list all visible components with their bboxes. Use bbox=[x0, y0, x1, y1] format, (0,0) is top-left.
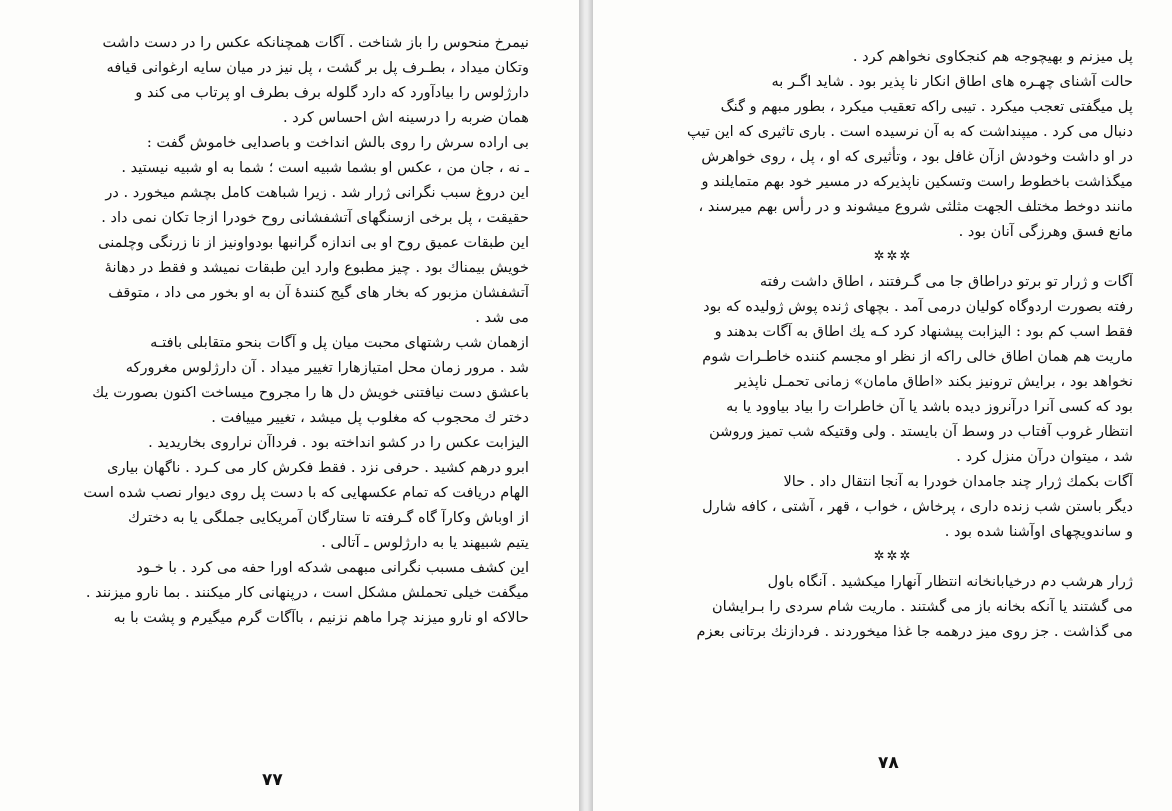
text-line: می شد . bbox=[475, 309, 529, 326]
page-number-right: ۷۸ bbox=[878, 753, 899, 773]
text-line: باعشق دست نیافتنی خویش دل ها را مجروح میساخت اکنون بصورت یك bbox=[92, 384, 529, 401]
text-line: ماریت هم همان اطاق خالی راکه از نظر او مجسم کننده خاطـرات شوم bbox=[702, 348, 1133, 365]
text-line: الهام دریافت که تمام عکسهایی که با دست پل روی دیوار نصب شده است bbox=[83, 484, 529, 501]
text-line: نخواهد بود ، برایش ترونیز بکند «اطاق مامان» زمانی تحمـل ناپذیر bbox=[734, 373, 1133, 390]
text-line: بود که کسی آنرا درآنروز دیده باشد یا آن خاطرات را بیاد بیاوود یا به bbox=[726, 398, 1133, 415]
text-line: پل میزنم و بهیچوجه هم کنجکاوی نخواهم کرد . bbox=[852, 48, 1133, 65]
text-line: این کشف مسبب نگرانی مبهمی شدکه اورا حفه می کرد . با خـود bbox=[136, 559, 529, 576]
text-line: شد . مرور زمان محل امتیازهارا تغییر میداد . آن دارژلوس مغرورکه bbox=[125, 359, 529, 376]
book-gutter bbox=[579, 0, 593, 811]
text-line: دختر ك محجوب که مغلوب پل میشد ، تغییر مییافت . bbox=[211, 409, 529, 426]
section-separator: ✲✲✲ bbox=[873, 549, 913, 564]
text-line: میگذاشت باخطوط راست وتسکین ناپذیرکه در مسیر خود بهم متمایلند و bbox=[701, 173, 1133, 190]
text-line: رفته بصورت اردوگاه کولیان درمی آمد . بچهای ژنده پوش ژولیده که بود bbox=[703, 298, 1133, 315]
text-line: این طبقات عمیق روح او بی اندازه گرانبها بودواونیز از نا زرنگی وچلمنی bbox=[98, 234, 529, 251]
text-line: ژرار هرشب دم درخیابانخانه انتظار آنهارا میکشید . آنگاه باول bbox=[767, 573, 1133, 590]
text-line: الیزابت عکس را در کشو انداخته بود . فرداآن نراروی بخاریدید . bbox=[148, 434, 529, 451]
text-line: ابرو درهم کشید . حرفی نزد . فقط فکرش کار می کـرد . ناگهان بیاری bbox=[107, 459, 529, 476]
text-line: از اوباش وکارآ گاه گـرفته تا ستارگان آمریکایی جملگی یا به دخترك bbox=[128, 509, 529, 526]
text-line: دارژلوس را بیادآورد که دارد گلوله برف بطرف او پرتاب می کند و bbox=[135, 84, 529, 101]
text-line: حالت آشنای چهـره های اطاق انکار نا پذیر بود . شاید اگـر به bbox=[771, 73, 1133, 90]
text-line: این دروغ سبب نگرانی ژرار شد . زیرا شباهت کامل بچشم میخورد . در bbox=[105, 184, 529, 201]
section-separator: ✲✲✲ bbox=[873, 249, 913, 264]
right-page bbox=[593, 0, 1172, 811]
right-page-text bbox=[653, 44, 1133, 644]
text-line: آتشفشان مزبور که بخار های گیج کنندهٔ آن به او بخور می داد ، متوقف bbox=[108, 284, 529, 301]
text-line: میگفت خیلی تحملش مشکل است ، درپنهانی کار میکنند . بما نارو میزنند . bbox=[85, 584, 529, 601]
text-line: مانع فسق وهرزگی آنان بود . bbox=[958, 223, 1133, 240]
text-line: می گشتند یا آنکه بخانه باز می گشتند . ماریت شام سردی را بـرایشان bbox=[711, 598, 1133, 615]
text-line: ازهمان شب رشتهای محبت میان پل و آگات بنحو متقابلی بافتـه bbox=[150, 334, 529, 351]
text-line: همان ضربه را درسینه اش احساس کرد . bbox=[283, 109, 529, 126]
text-line: حقیقت ، پل برخی ازسنگهای آتشفشانی روح خودرا ازجا تکان نمی داد . bbox=[101, 209, 529, 226]
left-page bbox=[0, 0, 579, 811]
text-line: دیگر باستن شب زنده داری ، پرخاش ، خواب ، قهر ، آشتی ، کافه شارل bbox=[702, 498, 1133, 515]
text-line: ـ نه ، جان من ، عکس او بشما شبیه است ؛ شما به او شبیه نیستید . bbox=[121, 159, 529, 176]
text-line: آگات بکمك ژرار چند جامدان خودرا به آنجا انتقال داد . حالا bbox=[783, 473, 1133, 490]
text-line: در او داشت وخودش ازآن غافل بود ، وتأثیری که او ، پل ، روی خواهرش bbox=[701, 148, 1133, 165]
text-line: نیمرخ منحوس را باز شناخت . آگات همچنانکه عکس را در دست داشت bbox=[102, 34, 529, 51]
text-line: می گذاشت . جز روی میز درهمه جا غذا میخوردند . فردازنك برتانی بعزم bbox=[696, 623, 1133, 640]
text-line: حالاکه او نارو میزند چرا ماهم نزنیم ، باآگات گرم میگیرم و پشت با به bbox=[113, 609, 529, 626]
left-page-text bbox=[30, 30, 529, 630]
text-line: فقط اسب کم بود : الیزابت پیشنهاد کرد کـه یك اطاق به آگات بدهند و bbox=[714, 323, 1133, 340]
text-line: و ساندویچهای اوآشنا شده بود . bbox=[944, 523, 1133, 540]
text-line: انتظار غروب آفتاب در وسط آن بایستد . ولی وقتیکه شب تمیز وروشن bbox=[709, 423, 1133, 440]
page-number-left: ۷۷ bbox=[262, 770, 283, 790]
text-line: شد ، میتوان درآن منزل کرد . bbox=[956, 448, 1133, 465]
text-line: وتکان میداد ، بطـرف پل بر گشت ، پل نیز در میان سایه ارغوانی قیافه bbox=[106, 59, 529, 76]
text-line: مانند دوخط مختلف الجهت مثلثی شروع میشوند و در رأس بهم میرسند ، bbox=[698, 198, 1133, 215]
text-line: بی اراده سرش را روی بالش انداخت و باصدایی خاموش گفت : bbox=[146, 134, 529, 151]
text-line: خویش بیمناك بود . چیز مطبوع وارد این طبقات نمیشد و فقط در دهانهٔ bbox=[104, 259, 529, 276]
text-line: آگات و ژرار تو برتو دراطاق جا می گـرفتند ، اطاق داشت رفته bbox=[759, 273, 1133, 290]
text-line: یتیم شبیهند یا به دارژلوس ـ آتالی . bbox=[321, 534, 529, 551]
text-line: پل میگفتی تعجب میکرد . تیبی راکه تعقیب میکرد ، بطور مبهم و گنگ bbox=[720, 98, 1133, 115]
text-line: دنبال می کرد . میپنداشت که به آن نرسیده است . باری تاثیری که این تیپ bbox=[687, 123, 1133, 140]
